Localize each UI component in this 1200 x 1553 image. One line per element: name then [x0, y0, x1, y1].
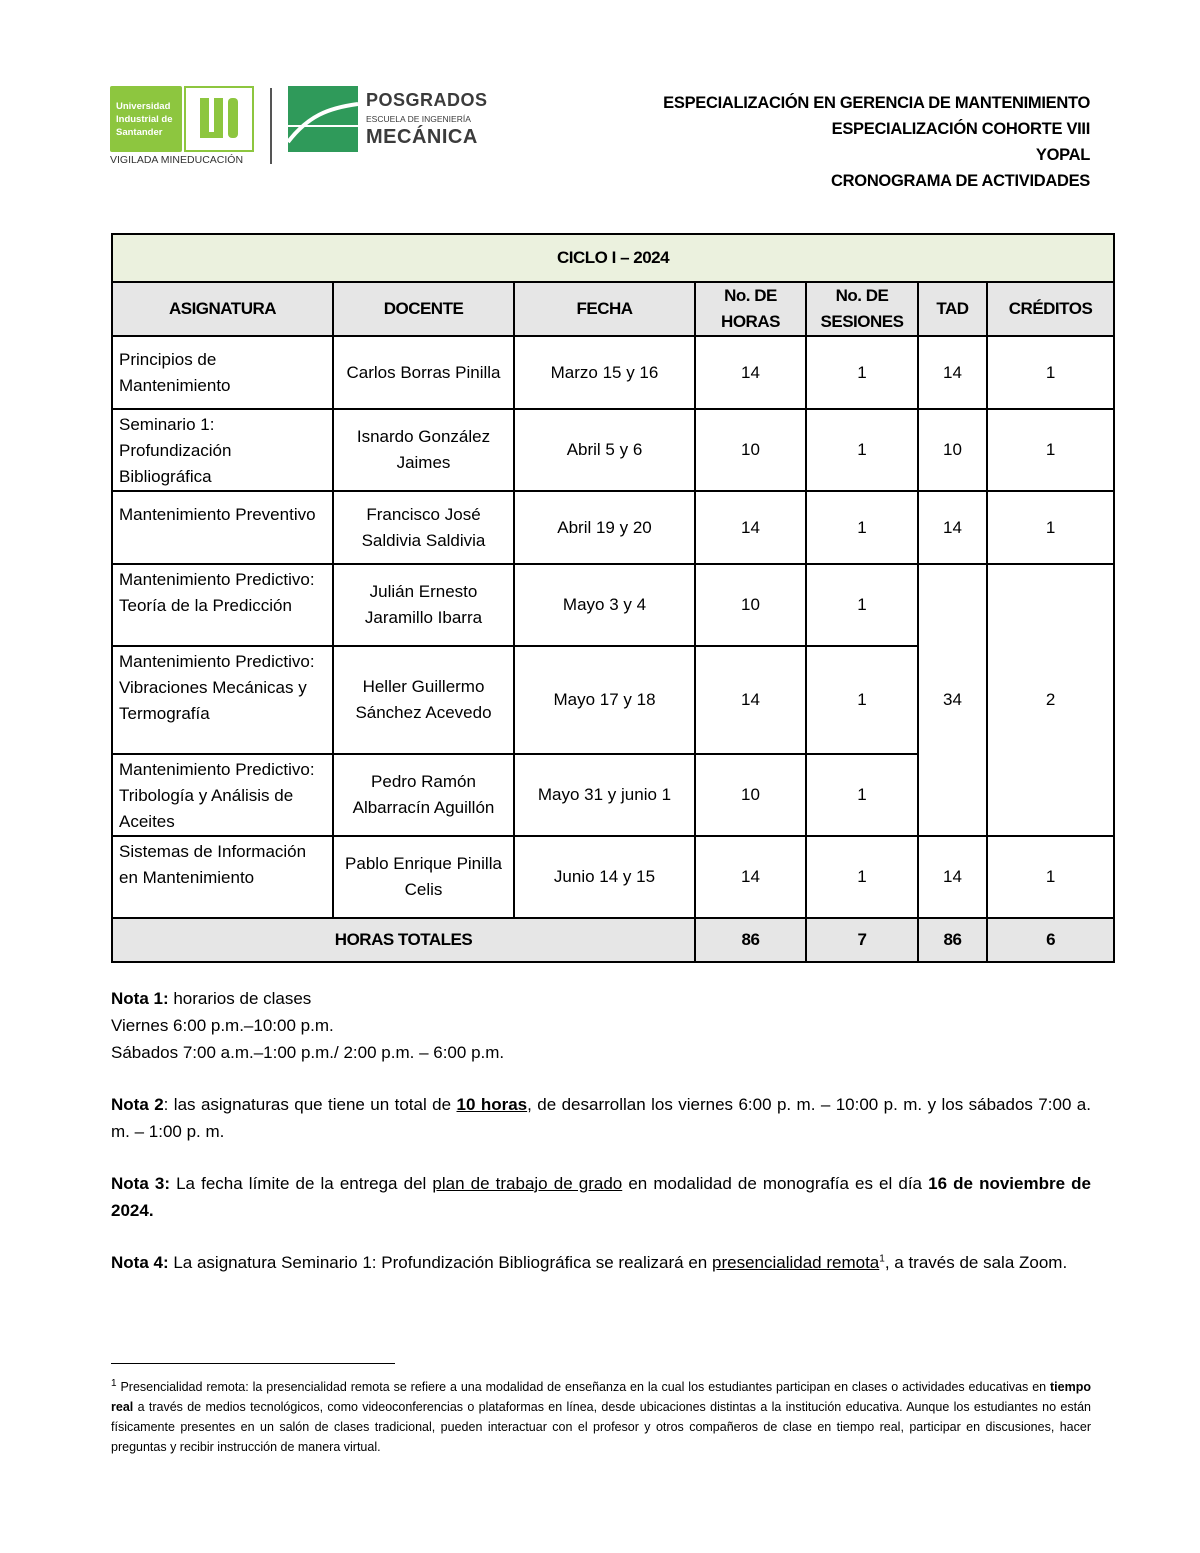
uis-monogram-icon	[184, 86, 254, 152]
cell-fecha: Mayo 17 y 18	[514, 646, 695, 754]
note-4	[111, 1249, 1091, 1276]
cell-tad-merged: 34	[918, 564, 987, 836]
cell-fecha: Mayo 3 y 4	[514, 564, 695, 646]
cell-fecha: Marzo 15 y 16	[514, 336, 695, 409]
note-4-pre: La asignatura Seminario 1: Profundización Bibliográfica se realizará en	[168, 1253, 712, 1272]
cell-sesiones: 1	[806, 409, 918, 491]
footnote	[111, 1377, 1091, 1457]
note-1-friday: Viernes 6:00 p.m.–10:00 p.m.	[111, 1016, 334, 1035]
footnote-post: a través de medios tecnológicos, como videoconferencias o plataformas en línea, desde ubicaciones distintas a la institución educativa. Aunque los estudiantes no están físicamente presentes en un salón de clases tradicional, pueden interactuar con el profesor y otros compañeros de clase en tiempo real, participar en discusiones, hacer preguntas y recibir instrucción de manera virtual.	[111, 1400, 1091, 1454]
ciclo-row	[112, 234, 1114, 282]
header-horas: No. DE HORAS	[695, 282, 806, 336]
cell-sesiones: 1	[806, 491, 918, 564]
header-sesiones: No. DE SESIONES	[806, 282, 918, 336]
cell-asignatura: Mantenimiento Predictivo: Vibraciones Mecánicas y Termografía	[112, 646, 333, 754]
note-3-mid: en modalidad de monografía es el día	[622, 1174, 929, 1193]
cell-fecha: Junio 14 y 15	[514, 836, 695, 918]
note-3-label: Nota 3:	[111, 1174, 170, 1193]
cell-docente: Julián Ernesto Jaramillo Ibarra	[333, 564, 514, 646]
cell-sesiones: 1	[806, 564, 918, 646]
posgrados-title: POSGRADOS	[366, 90, 488, 110]
note-2-post: , de desarrollan los viernes 6:00 p. m. – 10:00 p. m. y los sábados 7:00 a. m. – 1:00 p. m.	[111, 1095, 1091, 1141]
note-4-footnote-ref: 1	[879, 1253, 885, 1265]
table-row	[112, 564, 1114, 646]
header-fecha: FECHA	[514, 282, 695, 336]
notes-section	[111, 985, 1091, 1276]
cell-sesiones: 1	[806, 836, 918, 918]
cell-tad: 14	[918, 836, 987, 918]
note-1-saturday: Sábados 7:00 a.m.–1:00 p.m./ 2:00 p.m. – 6:00 p.m.	[111, 1043, 505, 1062]
cell-sesiones: 1	[806, 754, 918, 836]
cell-creditos: 1	[987, 491, 1114, 564]
cell-docente: Francisco José Saldivia Saldivia	[333, 491, 514, 564]
cell-asignatura: Sistemas de Información en Mantenimiento	[112, 836, 333, 918]
cell-tad: 10	[918, 409, 987, 491]
document-titles	[663, 90, 1090, 194]
cell-horas: 14	[695, 336, 806, 409]
cell-creditos-merged: 2	[987, 564, 1114, 836]
totals-row	[112, 918, 1114, 962]
note-3-date: 16 de noviembre de 2024.	[111, 1174, 1091, 1220]
logo-separator	[270, 88, 272, 164]
title-cohort: ESPECIALIZACIÓN COHORTE VIII	[831, 120, 1090, 138]
footnote-pre: Presencialidad remota: la presencialidad remota se refiere a una modalidad de enseñanza en la cual los estudiantes participan en clases o actividades educativas en	[116, 1380, 1051, 1394]
footnote-number: 1	[111, 1377, 117, 1389]
footnote-bold: tiempo real	[111, 1380, 1091, 1414]
cell-docente: Pedro Ramón Albarracín Aguillón	[333, 754, 514, 836]
cell-docente: Pablo Enrique Pinilla Celis	[333, 836, 514, 918]
cell-fecha: Mayo 31 y junio 1	[514, 754, 695, 836]
header-tad: TAD	[918, 282, 987, 336]
posgrados-emblem-icon	[288, 86, 358, 152]
note-1	[111, 985, 1091, 1012]
footnote-separator	[111, 1363, 395, 1364]
cell-asignatura: Mantenimiento Predictivo: Teoría de la Predicción	[112, 564, 333, 646]
header-creditos: CRÉDITOS	[987, 282, 1114, 336]
uis-vigilada: VIGILADA MINEDUCACIÓN	[110, 154, 244, 166]
cell-asignatura: Mantenimiento Predictivo: Tribología y Análisis de Aceites	[112, 754, 333, 836]
title-schedule: CRONOGRAMA DE ACTIVIDADES	[831, 172, 1090, 190]
cell-creditos: 1	[987, 409, 1114, 491]
header-docente: DOCENTE	[333, 282, 514, 336]
title-city: YOPAL	[1035, 146, 1090, 164]
totals-creditos: 6	[987, 918, 1114, 962]
schedule-table	[111, 233, 1115, 963]
cell-fecha: Abril 5 y 6	[514, 409, 695, 491]
note-4-post: , a través de sala Zoom.	[884, 1253, 1068, 1272]
note-3-pre: La fecha límite de la entrega del	[170, 1174, 433, 1193]
note-3-plan: plan de trabajo de grado	[432, 1174, 623, 1193]
table-row	[112, 409, 1114, 491]
note-4-remote: presencialidad remota	[712, 1253, 880, 1272]
note-4-label: Nota 4:	[111, 1253, 169, 1272]
cell-tad: 14	[918, 336, 987, 409]
table-row	[112, 836, 1114, 918]
cell-horas: 10	[695, 409, 806, 491]
cell-horas: 10	[695, 754, 806, 836]
totals-label: HORAS TOTALES	[112, 918, 695, 962]
uis-logo-green-block	[110, 86, 182, 152]
cell-asignatura: Seminario 1: Profundización Bibliográfica	[112, 409, 333, 491]
cell-creditos: 1	[987, 336, 1114, 409]
cell-asignatura: Mantenimiento Preventivo	[112, 491, 333, 564]
cell-docente: Isnardo González Jaimes	[333, 409, 514, 491]
cell-horas: 14	[695, 646, 806, 754]
note-1-label: Nota 1:	[111, 989, 169, 1008]
cell-sesiones: 1	[806, 646, 918, 754]
table-row	[112, 491, 1114, 564]
posgrados-subtitle: ESCUELA DE INGENIERÍA	[366, 114, 471, 124]
note-2-hours: 10 horas	[456, 1095, 528, 1114]
totals-tad: 86	[918, 918, 987, 962]
cell-asignatura: Principios de Mantenimiento	[112, 336, 333, 409]
cell-creditos: 1	[987, 836, 1114, 918]
note-2	[111, 1091, 1091, 1145]
cell-tad: 14	[918, 491, 987, 564]
header-asignatura: ASIGNATURA	[112, 282, 333, 336]
header-row	[112, 282, 1114, 336]
totals-horas: 86	[695, 918, 806, 962]
cell-horas: 14	[695, 491, 806, 564]
note-1-text: horarios de clases	[168, 989, 312, 1008]
title-program: ESPECIALIZACIÓN EN GERENCIA DE MANTENIMIENTO	[663, 94, 1090, 112]
uis-logo	[110, 84, 258, 168]
cell-docente: Carlos Borras Pinilla	[333, 336, 514, 409]
posgrados-school: MECÁNICA	[366, 126, 478, 148]
cell-docente: Heller Guillermo Sánchez Acevedo	[333, 646, 514, 754]
document-header	[110, 84, 1090, 190]
cell-horas: 10	[695, 564, 806, 646]
note-3	[111, 1170, 1091, 1224]
table-row	[112, 336, 1114, 409]
cell-fecha: Abril 19 y 20	[514, 491, 695, 564]
cell-horas: 14	[695, 836, 806, 918]
note-2-label: Nota 2	[111, 1095, 164, 1114]
cell-sesiones: 1	[806, 336, 918, 409]
ciclo-title: CICLO I – 2024	[112, 234, 1114, 282]
totals-sesiones: 7	[806, 918, 918, 962]
note-2-pre: : las asignaturas que tiene un total de	[163, 1095, 457, 1114]
uis-name: Universidad Industrial de Santander	[116, 101, 173, 138]
